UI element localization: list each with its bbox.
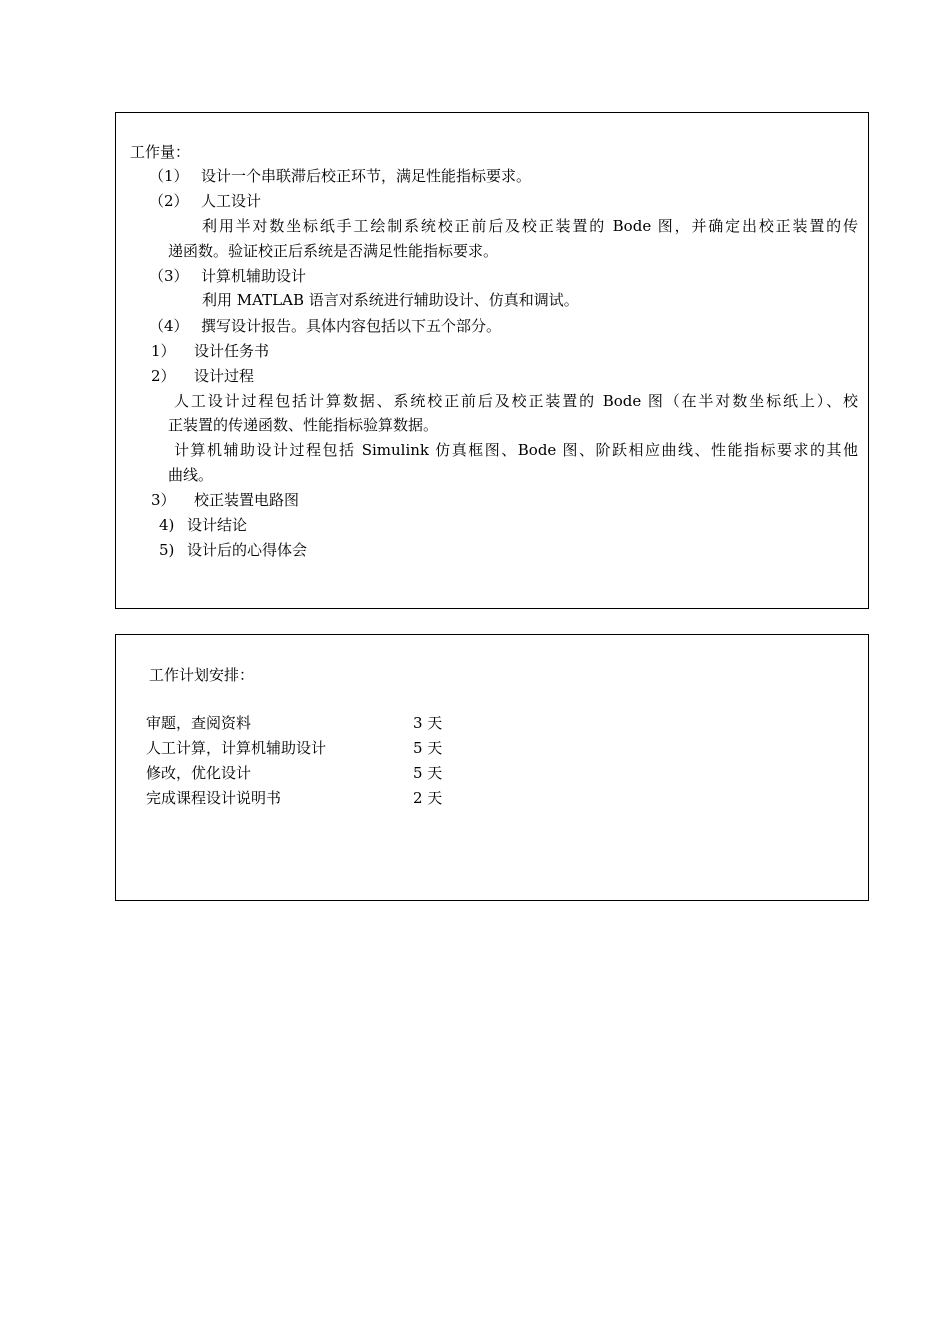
item-text: 设计过程 — [194, 367, 255, 385]
plan-duration: 5 天 — [413, 739, 443, 757]
workload-item-1 — [149, 166, 531, 186]
computer-process-desc-line1: 计算机辅助设计过程包括 Simulink 仿真框图、Bode 图、阶跃相应曲线、性能指标要求的其他 — [174, 441, 858, 459]
computer-design-desc: 利用 MATLAB 语言对系统进行辅助设计、仿真和调试。 — [202, 291, 579, 309]
report-part-4 — [159, 515, 247, 535]
item-number: （4） — [149, 317, 189, 335]
item-number: 2） — [151, 367, 176, 385]
workload-item-4 — [149, 316, 501, 336]
manual-process-desc-line2: 正装置的传递函数、性能指标验算数据。 — [168, 416, 439, 434]
report-part-5 — [159, 540, 307, 560]
item-number: （2） — [149, 192, 189, 210]
report-part-3 — [151, 490, 299, 510]
plan-row — [146, 763, 566, 783]
plan-row — [146, 738, 566, 758]
manual-design-desc-line2: 递函数。验证校正后系统是否满足性能指标要求。 — [168, 242, 499, 260]
item-number: （3） — [149, 267, 189, 285]
item-text: 设计后的心得体会 — [187, 541, 308, 559]
plan-task: 完成课程设计说明书 — [146, 789, 282, 807]
plan-task: 修改，优化设计 — [146, 764, 252, 782]
item-number: 5) — [159, 541, 175, 559]
report-part-1 — [151, 341, 269, 361]
item-number: 3） — [151, 491, 176, 509]
work-plan-title: 工作计划安排： — [149, 666, 255, 684]
item-text: 校正装置电路图 — [194, 491, 300, 509]
item-number: 1） — [151, 342, 176, 360]
plan-task: 人工计算，计算机辅助设计 — [146, 739, 327, 757]
item-text: 计算机辅助设计 — [201, 267, 307, 285]
plan-duration: 3 天 — [413, 714, 443, 732]
manual-design-desc-line1: 利用半对数坐标纸手工绘制系统校正前后及校正装置的 Bode 图，并确定出校正装置的传 — [202, 217, 858, 235]
item-text: 撰写设计报告。具体内容包括以下五个部分。 — [201, 317, 502, 335]
plan-task: 审题，查阅资料 — [146, 714, 252, 732]
item-text: 设计一个串联滞后校正环节，满足性能指标要求。 — [201, 167, 532, 185]
report-part-2 — [151, 366, 254, 386]
item-number: 4) — [159, 516, 175, 534]
workload-section — [115, 112, 869, 609]
plan-duration: 5 天 — [413, 764, 443, 782]
item-text: 人工设计 — [201, 192, 262, 210]
workload-title: 工作量： — [130, 143, 191, 161]
workload-item-3 — [149, 266, 306, 286]
manual-process-desc-line1: 人工设计过程包括计算数据、系统校正前后及校正装置的 Bode 图（在半对数坐标纸上）、校 — [174, 392, 858, 410]
item-text: 设计任务书 — [194, 342, 270, 360]
computer-process-desc-line2: 曲线。 — [168, 466, 214, 484]
plan-row — [146, 788, 566, 808]
work-plan-section — [115, 634, 869, 901]
plan-duration: 2 天 — [413, 789, 443, 807]
item-text: 设计结论 — [187, 516, 248, 534]
plan-row — [146, 713, 566, 733]
workload-item-2 — [149, 191, 261, 211]
item-number: （1） — [149, 167, 189, 185]
